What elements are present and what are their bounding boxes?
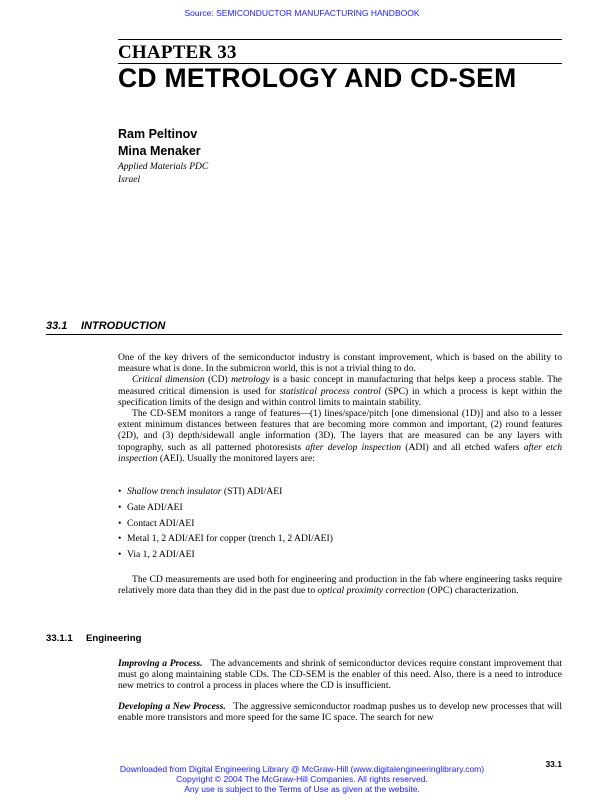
list-item: • Contact ADI/AEI xyxy=(118,517,195,529)
intro-paragraph-2: Critical dimension (CD) metrology is a basic concept in manufacturing that helps keep a process stable. The measured critical dimension is used for statistical process control (SPC) in which a process is kept within the specification limits of the design and within control limits to maintain stability. xyxy=(118,374,563,408)
intro-paragraph-3: The CD-SEM monitors a range of features—(1) lines/space/pitch [one dimensional (1D)] and also to a lesser extent minimum distances between features that are becoming more common and important, (2) round features (2D), and (3) depth/sidewall angle information (3D). The layers that are measured can be any layers with topography, such as all patterned photoresists after develop inspection (ADI) and all etched wafers after etch inspection (AEI). Usually the monitored layers are: xyxy=(118,408,562,464)
affiliation-country: Israel xyxy=(118,175,141,185)
intro-paragraph-4: The CD measurements are used both for engineering and production in the fab where engineering tasks require relatively more data than they did in the past due to optical proximity correction (OPC) characterization. xyxy=(118,574,562,597)
runin-heading: Developing a New Process. xyxy=(118,700,226,712)
engineering-paragraph-1: Improving a Process. The advancements and shrink of semiconductor devices require constant improvement that must go along maintaining stable CDs. The CD-SEM is the enabler of this need. Also, there is a need to introduce new metrics to control a process in places where the CD is insufficient. xyxy=(118,658,562,692)
footer xyxy=(0,764,604,794)
engineering-body xyxy=(118,658,562,723)
engineering-paragraph-2: Developing a New Process. The aggressive semiconductor roadmap pushes us to develop new processes that will enable more transistors and more speed for the same IC space. The search for new xyxy=(118,700,562,723)
chapter-label: CHAPTER 33 xyxy=(118,42,237,63)
subsection-title: Engineering xyxy=(86,633,142,644)
footer-terms[interactable]: Any use is subject to the Terms of Use as given at the website. xyxy=(184,784,420,794)
bullet-icon: • xyxy=(118,517,122,529)
term-adi: after develop inspection xyxy=(305,441,402,453)
chapter-top-rule xyxy=(118,39,562,40)
footer-copyright: Copyright © 2004 The McGraw-Hill Companies. All rights reserved. xyxy=(176,774,428,784)
list-item: • Via 1, 2 ADI/AEI xyxy=(118,549,195,561)
bullet-icon: • xyxy=(118,501,122,513)
intro-paragraph-1: One of the key drivers of the semiconductor industry is constant improvement, which is based on the ability to measure what is done. In the submicron world, this is not a trivial thing to do. xyxy=(118,352,562,375)
chapter-title: CD METROLOGY AND CD-SEM xyxy=(118,63,517,93)
term-metrology: metrology xyxy=(231,374,270,386)
section-rule xyxy=(46,334,562,335)
source-line[interactable]: Source: SEMICONDUCTOR MANUFACTURING HANDBOOK xyxy=(184,8,420,18)
intro-body xyxy=(118,352,562,464)
bullet-icon: • xyxy=(118,486,122,497)
term-opc: optical proximity correction xyxy=(317,585,426,597)
list-item: • Shallow trench insulator (STI) ADI/AEI xyxy=(118,486,283,497)
author-1: Ram Peltinov xyxy=(118,127,198,141)
section-number: 33.1 xyxy=(46,320,68,332)
section-title: INTRODUCTION xyxy=(81,320,166,332)
bullet-icon: • xyxy=(118,533,122,545)
subsection-number: 33.1.1 xyxy=(46,633,73,644)
term-critical-dimension: Critical dimension xyxy=(132,374,205,386)
page-number: 33.1 xyxy=(545,759,562,769)
footer-download-link[interactable]: Downloaded from Digital Engineering Library @ McGraw-Hill (www.digitalengineeringlibrary.com) xyxy=(119,764,485,774)
runin-heading: Improving a Process. xyxy=(118,658,203,669)
list-item: • Gate ADI/AEI xyxy=(118,501,183,513)
subsection-heading xyxy=(46,633,141,644)
section-heading xyxy=(46,320,165,332)
layer-list xyxy=(118,486,562,565)
bullet-icon: • xyxy=(118,549,122,561)
intro-paragraph-4-block xyxy=(118,574,562,596)
affiliation-org: Applied Materials PDC xyxy=(118,162,209,172)
term-spc: statistical process control xyxy=(279,385,381,397)
term-aei: after etch inspection xyxy=(118,441,562,464)
author-2: Mina Menaker xyxy=(118,144,201,158)
list-item: • Metal 1, 2 ADI/AEI for copper (trench 1, 2 ADI/AEI) xyxy=(118,533,333,545)
